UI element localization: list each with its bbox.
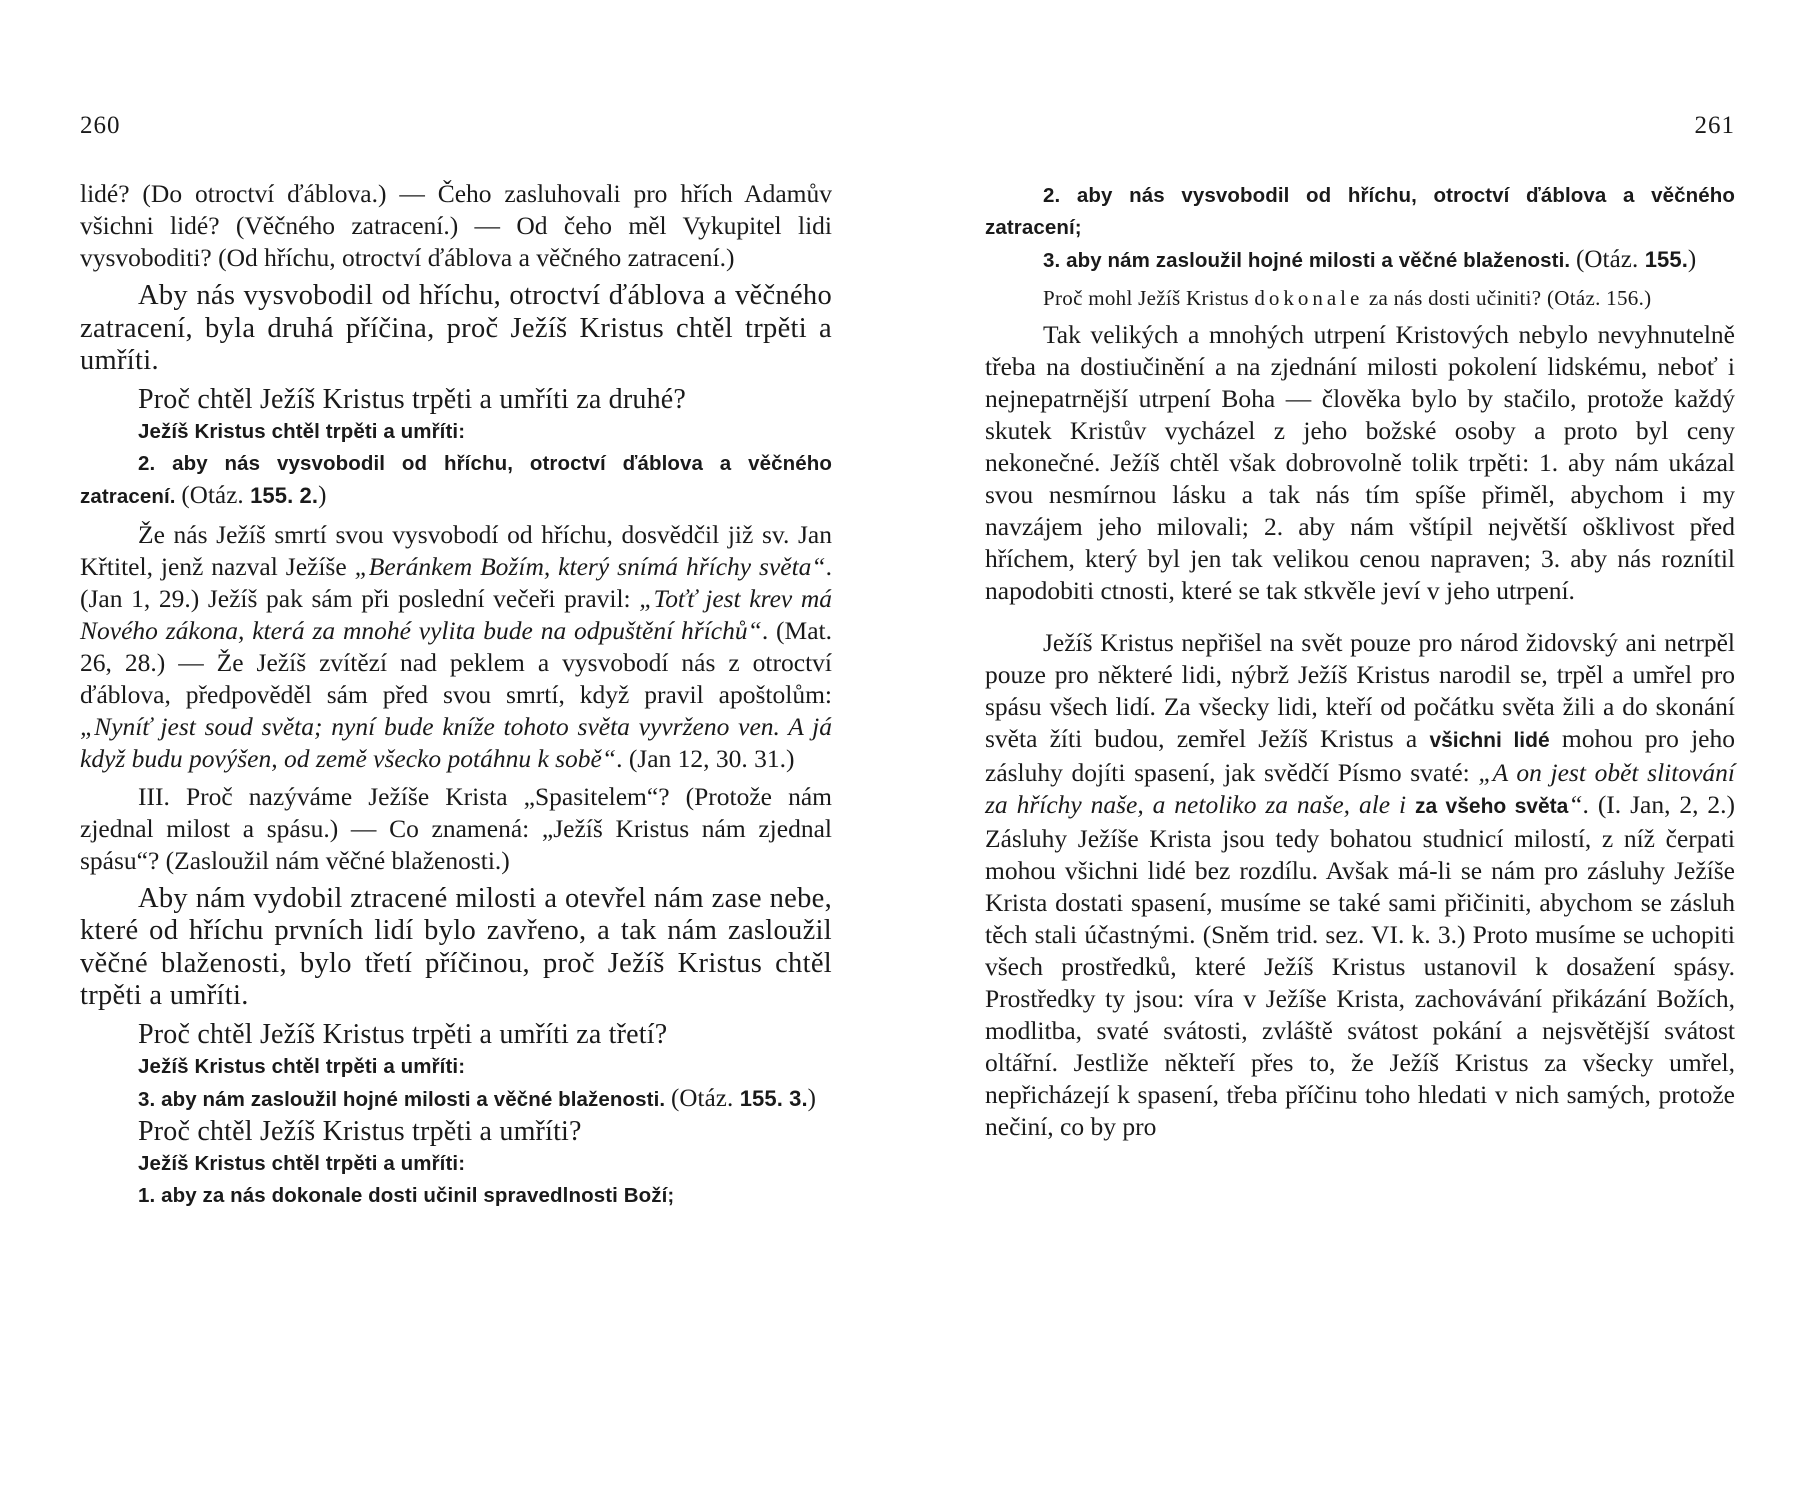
paragraph: Aby nám vydobil ztracené milosti a otevřel nám zase nebe, které od hříchu prvních lidí bylo zavřeno, a tak nám zasloužil věčné blaženosti, bylo třetí příčinou, proč Ježíš Kristus chtěl trpěti a umříti.: [80, 882, 832, 1011]
answer-item: 2. aby nás vysvobodil od hříchu, otroctví ďáblova a věčného zatracení. (Otáz. 155. 2.): [80, 451, 832, 509]
paragraph: Ježíš Kristus nepřišel na svět pouze pro národ židovský ani netrpěl pouze pro některé lidi, nýbrž Ježíš Kristus narodil se, trpěl a umřel pro spásu všech lidí. Za všecky lidi, kteří od počátku světa žili a do skonání světa žíti budou, zemřel Ježíš Kristus a všichni lidé mohou pro jeho zásluhy dojíti spasení, jak svědčí Písmo svaté: „A on jest obět slitování za hříchy naše, a netoliko za naše, ale i za všeho světa“. (I. Jan, 2, 2.) Zásluhy Ježíše Krista jsou tedy bohatou studnicí milostí, z níž čerpati mohou všichni lidé bez rozdílu. Avšak má-li se nám pro zásluhy Ježíše Krista dostati spasení, musíme se také sami přičiniti, abychom se zásluh těch stali účastnými. (Sněm trid. sez. VI. k. 3.) Proto musíme se uchopiti všech prostředků, které Ježíš Kristus ustanovil k dosažení spásy. Prostředky ty jsou: víra v Ježíše Krista, zachovávání přikázání Božích, modlitba, svaté svátosti, zvláště svátost pokání a nejsvětější svátost oltářní. Jestliže někteří přes to, že Ježíš Kristus za všecky umřel, nepřicházejí k spasení, třeba příčinu toho hledati v nich samých, protože nečiní, co by pro: [985, 628, 1735, 1141]
page-number-left: 260: [80, 112, 121, 139]
answer-item: 3. aby nám zasloužil hojné milosti a věčné blaženosti. (Otáz. 155.): [1043, 246, 1697, 273]
paragraph: Aby nás vysvobodil od hříchu, otroctví ďáblova a věčného zatracení, byla druhá příčina, proč Ježíš Kristus chtěl trpěti a umříti.: [80, 280, 832, 376]
answer-heading: Ježíš Kristus chtěl trpěti a umříti:: [138, 419, 466, 443]
page-number-right: 261: [1694, 112, 1735, 139]
paragraph: III. Proč nazýváme Ježíše Krista „Spasitelem“? (Protože nám zjednal milost a spásu.) — Co znamená: „Ježíš Kristus nám zjednal spásu“? (Zasloužil nám věčné blaženosti.): [80, 781, 832, 875]
paragraph: Tak velikých a mnohých utrpení Kristových nebylo nevyhnutelně třeba na dostiučinění a na zjednání milosti pokolení lidskému, neboť i nejnepatrnější utrpení Boha — člověka bylo by stačilo, protože každý skutek Kristův vycházel z jeho božské osoby a proto byl ceny nekonečné. Ježíš chtěl však dobrovolně tolik trpěti: 1. aby nám ukázal svou nesmírnou lásku a tak nás tím spíše přiměl, abychom i my navzájem jeho milovali; 2. aby nám vštípil největší ošklivost před hříchem, který byl jen tak velikou cenou napraven; 3. aby nás roznítil napodobiti ctnosti, které se tak stkvěle jeví v jeho utrpení.: [985, 320, 1735, 605]
left-page: [80, 0, 832, 1501]
left-page-body: [80, 178, 832, 1212]
paragraph: lidé? (Do otroctví ďáblova.) — Čeho zasluhovali pro hřích Adamův všichni lidé? (Věčného zatracení.) — Od čeho měl Vykupitel lidi vysvoboditi? (Od hříchu, otroctví ďáblova a věčného zatracení.): [80, 179, 832, 272]
answer-item: 3. aby nám zasloužil hojné milosti a věčné blaženosti. (Otáz. 155. 3.): [138, 1084, 817, 1112]
answer-item: 1. aby za nás dokonale dosti učinil spravedlnosti Boží;: [138, 1183, 675, 1207]
paragraph: Že nás Ježíš smrtí svou vysvobodí od hříchu, dosvědčil již sv. Jan Křtitel, jenž nazval Ježíše „Beránkem Božím, který snímá hříchy světa“. (Jan 1, 29.) Ježíš pak sám při poslední večeři pravil: „Toťť jest krev má Nového zákona, která za mnohé vylita bude na odpuštění hříchů“. (Mat. 26, 28.) — Že Ježíš zvítězí nad peklem a vysvobodí nás z otroctví ďáblova, předpověděl sám před svou smrtí, když pravil apoštolům: „Nyníť jest soud světa; nyní bude kníže tohoto světa vyvrženo ven. A já když budu povýšen, od země všecko potáhnu k sobě“. (Jan 12, 30. 31.): [80, 519, 832, 773]
question: Proč chtěl Ježíš Kristus trpěti a umříti za druhé?: [138, 383, 687, 415]
answer-heading: Ježíš Kristus chtěl trpěti a umříti:: [138, 1151, 466, 1175]
answer-heading: Ježíš Kristus chtěl trpěti a umříti:: [138, 1054, 466, 1078]
question: Proč chtěl Ježíš Kristus trpěti a umříti?: [138, 1115, 582, 1147]
answer-item: 2. aby nás vysvobodil od hříchu, otroctví ďáblova a věčného zatracení;: [985, 184, 1735, 239]
question-small: Proč mohl Ježíš Kristus dokonale za nás dosti učiniti? (Otáz. 156.): [1043, 286, 1652, 310]
right-page-body: [985, 180, 1735, 1143]
right-page: [985, 0, 1735, 1501]
question: Proč chtěl Ježíš Kristus trpěti a umříti za třetí?: [138, 1018, 668, 1050]
